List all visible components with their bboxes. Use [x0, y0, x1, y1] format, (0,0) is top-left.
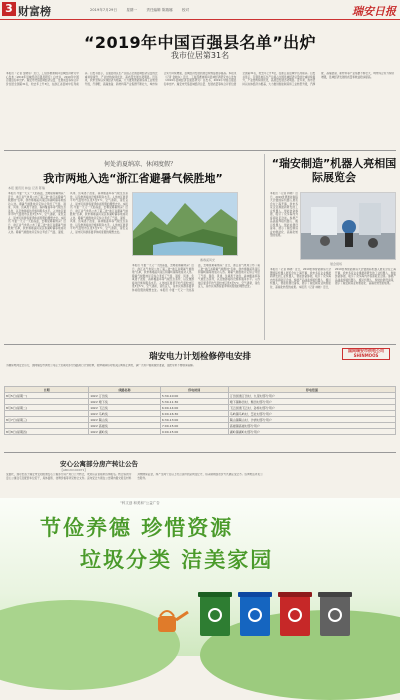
article5-code: 【ABC20190071】: [60, 468, 88, 472]
banner-slogan-line1: 节俭养德 珍惜资源: [40, 515, 234, 540]
article2-title: 我市两地入选“浙江省避暑气候胜地”: [43, 172, 223, 185]
expo-hall-image: [301, 193, 395, 259]
masthead-logo: 瑞安日报: [352, 5, 396, 18]
green-bin-icon: [200, 596, 230, 636]
scenery-photo-caption: 寨寮溪风光: [200, 258, 216, 262]
section-divider: [4, 344, 396, 345]
red-bin-icon: [280, 596, 310, 636]
gray-bin-icon: [320, 596, 350, 636]
mountain-lake-image: [133, 193, 237, 255]
blue-bin-icon: [240, 596, 270, 636]
table-row: 8月6日(星期二) 10kV 飞云线 6:00-14:00 飞云街道飞云村、孙桥村部分用户: [5, 405, 396, 411]
article2-body-right: 本报讯 今夏一天又一天的高温，去哪里避暑纳凉？近日，浙江省气象局公布了第三批“浙江省避暑气候胜地”名单，我市寨寮溪风景区和湖岭镇等地成功入选。避暑气候胜地评定综合考虑了气温、湿度、风速、负氧离子浓度、森林覆盖率等气候生态条件，以及旅游接待设施和服务水平。入选地区夏季平均气温较市区低3至5℃，空气清新，景色宜人，是市民和游客夏季休闲度假的理想去处。本报讯 今夏一天又一天的高温，去哪里避暑纳凉？近日，浙江省气象局公布了第三批“浙江省避暑气候胜地”名单，我市寨寮溪风景区和湖岭镇等地成功入选。避暑气候胜地评定综合考虑了气温、湿度、风速、负氧离子浓度、森林覆盖率等气候生态条件，以及旅游接待设施和服务水平。入选地区夏季平均气温较市区低3至5℃，空气清新，景色宜人，是市民和游客夏季休闲度假的理想去处。: [132, 264, 260, 292]
watering-can-icon: [150, 600, 190, 640]
outage-schedule-table: [4, 386, 396, 435]
table-header: 日期: [5, 387, 89, 393]
column-divider: [264, 154, 265, 340]
proof-credit: 校对: [181, 8, 190, 12]
article2-byline: 本报 通讯员 林益 记者 陈瑞: [8, 186, 45, 190]
table-header: 线路名称: [89, 387, 161, 393]
section-divider: [4, 452, 396, 453]
article4-title: 瑞安电力计划检修停电安排: [148, 352, 251, 362]
table-row: 10kV 马屿线 6:00-16:30 马屿镇马屿村、篁社村部分用户: [5, 411, 396, 417]
table-row: 8月7日(星期三) 10kV 陶山线 6:30-13:00 陶山镇陶山村、沙洲村部分用户: [5, 417, 396, 423]
table-header: 停电范围: [228, 387, 395, 393]
issue-date: 2019年7月29日: [90, 8, 118, 12]
table-row: 8月8日(星期四) 10kV 湖岭线 9:00-15:00 湖岭镇湖岭村部分用户: [5, 429, 396, 435]
section-title: 财富榜: [18, 5, 51, 18]
table-row: 10kV 高楼线 7:00-15:00 高楼镇高楼村部分用户: [5, 423, 396, 429]
banner-tag: “科文创 和美和”公益广告: [120, 501, 160, 505]
article3-body: 本报讯（记者 林晓）近日，2019世界智能制造大会暨国际机器人展览会在上海开幕，我市多家企业携最新研发的工业机器人、智能装备参展，吸引了众多海内外客商驻足洽谈。参展产品涵盖焊接机器人、搬运机器人、智能检测设备等，展示了瑞安制造业向智能化、高端化转型的成果。本报讯（记者 林晓）近日，2019世界智能制造大会暨国际机器人展览会在上海开幕，我市多家企业携最新研发的工业机器人、智能装备参展，吸引了众多海内外客商驻足洽谈。参展产品涵盖焊接机器人、搬运机器人、智能检测设备等，展示了瑞安制造业向智能化、高端化转型的成果。: [270, 268, 396, 289]
section-divider: [4, 150, 396, 151]
article2-kicker: 何处消夏纳凉、休闲度假？: [103, 161, 176, 168]
editor-credit: 责任编辑 陈瑞娜: [146, 8, 173, 12]
article4-intro: 为确保电网安全运行，国网瑞安市供电公司定于近期对部分线路进行计划检修，检修期间将对相关区域停止供电，请广大用户提前做好准备，由此带来不便敬请谅解。: [6, 364, 196, 367]
scenery-photo: [132, 192, 238, 256]
page-number: 3: [2, 2, 16, 16]
table-header: 停电时间: [160, 387, 228, 393]
table-row: 8月5日(星期一) 10kV 汀田线 5:30-10:00 汀田街道汀田村、九里村部分用户: [5, 393, 396, 399]
article3-title: “瑞安制造”机器人亮相国际展览会: [271, 157, 397, 184]
issue-weekday: 星期一: [126, 8, 138, 12]
article1-body: 本报讯（记者 金晓东）近日，工信部赛迪顾问县域经济研究中心发布《2019年县域经济百强县研究》白皮书，2019年中国百强县名单出炉。瑞安市凭借县域经济总量、发展质量等综合评价位居全国第31名，较去年上升3位，在浙江省县域中名列前茅。白皮书显示，百强县地区生产总值占全国县域经济总量的比重持续提升，产业结构持续优化，高质量发展态势明显。近年来，我市坚持以实体经济为根基，大力推进智能制造和工业转型升级，汽摩配、高端装备、新材料等产业集群不断壮大，城市综合实力持续增强，县域经济发展的质量和效益稳步提高。本报讯（记者 金晓东）近日，工信部赛迪顾问县域经济研究中心发布《2019年县域经济百强县研究》白皮书，2019年中国百强县名单出炉。瑞安市凭借县域经济总量、发展质量等综合评价位居全国第31名，较去年上升3位，在浙江省县域中名列前茅。白皮书显示，百强县地区生产总值占全国县域经济总量的比重持续提升，产业结构持续优化，高质量发展态势明显。近年来，我市坚持以实体经济为根基，大力推进智能制造和工业转型升级，汽摩配、高端装备、新材料等产业集群不断壮大，城市综合实力持续增强，县域经济发展的质量和效益稳步提高。: [6, 72, 394, 86]
article2-body-left: 本报讯 今夏一天又一天的高温，去哪里避暑纳凉？近日，浙江省气象局公布了第三批“浙江省避暑气候胜地”名单，我市寨寮溪风景区和湖岭镇等地成功入选。避暑气候胜地评定综合考虑了气温、湿度、风速、负氧离子浓度、森林覆盖率等气候生态条件，以及旅游接待设施和服务水平。入选地区夏季平均气温较市区低3至5℃，空气清新，景色宜人，是市民和游客夏季休闲度假的理想去处。本报讯 今夏一天又一天的高温，去哪里避暑纳凉？近日，浙江省气象局公布了第三批“浙江省避暑气候胜地”名单，我市寨寮溪风景区和湖岭镇等地成功入选。避暑气候胜地评定综合考虑了气温、湿度、风速、负氧离子浓度、森林覆盖率等气候生态条件，以及旅游接待设施和服务水平。入选地区夏季平均气温较市区低3至5℃，空气清新，景色宜人，是市民和游客夏季休闲度假的理想去处。本报讯 今夏一天又一天的高温，去哪里避暑纳凉？近日，浙江省气象局公布了第三批“浙江省避暑气候胜地”名单，我市寨寮溪风景区和湖岭镇等地成功入选。避暑气候胜地评定综合考虑了气温、湿度、风速、负氧离子浓度、森林覆盖率等气候生态条件，以及旅游接待设施和服务水平。入选地区夏季平均气温较市区低3至5℃，空气清新，景色宜人，是市民和游客夏季休闲度假的理想去处。: [8, 192, 128, 234]
banner-slogan-line2: 垃圾分类 洁美家园: [80, 547, 274, 572]
power-company-logo: 国网瑞安市供电公司 SHINMOOS: [342, 348, 390, 360]
article1-title: “2019年中国百强县名单”出炉: [84, 33, 316, 52]
table-row: 10kV 塘下线 5:30-11:30 塘下镇韩田村、鲍田村部分用户: [5, 399, 396, 405]
page-header: [0, 0, 400, 20]
robot-expo-photo: [300, 192, 396, 260]
article1-subtitle: 我市位居第31名: [170, 51, 230, 60]
issue-date-line: [90, 8, 197, 13]
article5-title: 安心公寓部分房产转让公告: [60, 460, 138, 468]
article3-body-side: 本报讯（记者 林晓）近日，2019世界智能制造大会暨国际机器人展览会在上海开幕，我市多家企业携最新研发的工业机器人、智能装备参展，吸引了众多海内外客商驻足洽谈。参展产品涵盖焊接机器人、搬运机器人、智能检测设备等，展示了瑞安制造业向智能化、高端化转型的成果。: [270, 192, 298, 237]
robot-photo-caption: 展会现场: [330, 262, 343, 266]
article5-body: 受委托，现对坐落于瑞安市安阳街道安心公寓部分房产进行公开转让，欢迎有意者前来咨询报名。转让标的为安心公寓住宅及配套车位若干，具体面积、挂牌价格等详见转让文件。意向受让方须在公告期内提交报名材料并缴纳保证金，如产生两个及以上符合条件的意向受让方，将采取网络竞价方式确定受让方。咨询电话详见公告附件。: [6, 473, 263, 480]
